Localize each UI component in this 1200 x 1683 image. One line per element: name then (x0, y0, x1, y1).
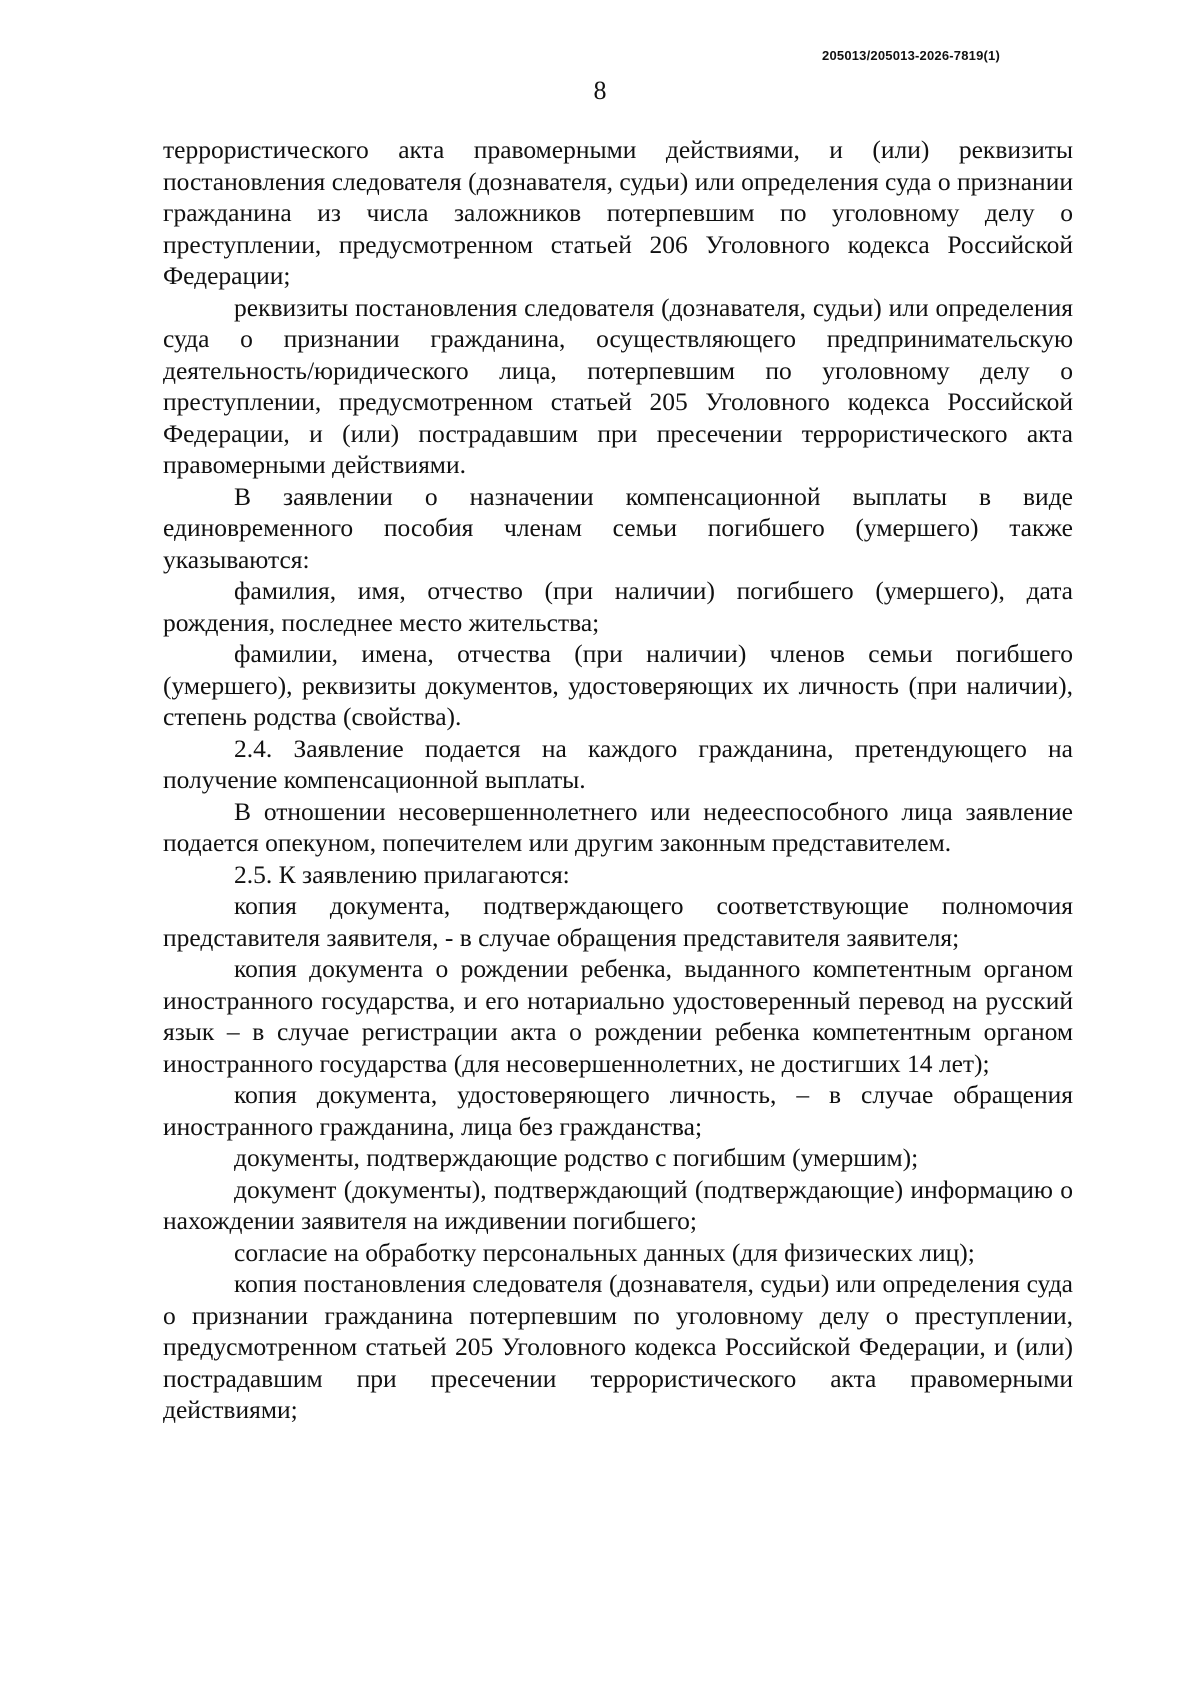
paragraph-12: документы, подтверждающие родство с погибшим (умершим); (234, 1143, 919, 1172)
paragraph-4: фамилия, имя, отчество (при наличии) погибшего (умершего), дата рождения, последнее место жительства; (163, 576, 1073, 637)
paragraph-11: копия документа, удостоверяющего личность, – в случае обращения иностранного гражданина, лица без гражданства; (163, 1080, 1073, 1141)
paragraph-15: копия постановления следователя (дознавателя, судьи) или определения суда о признании гражданина потерпевшим по уголовному делу о преступлении, предусмотренном статьей 205 Уголовного кодекса Российской Федерации, и (или) пострадавшим при пресечении террористического акта правомерными действиями; (163, 1269, 1073, 1424)
paragraph-1: террористического акта правомерными действиями, и (или) реквизиты постановления следователя (дознавателя, судьи) или определения суда о признании гражданина из числа заложников потерпевшим по уголовному делу о преступлении, предусмотренном статьей 206 Уголовного кодекса Российской Федерации; (163, 135, 1073, 290)
paragraph-10: копия документа о рождении ребенка, выданного компетентным органом иностранного государства, и его нотариально удостоверенный перевод на русский язык – в случае регистрации акта о рождении ребенка компетентным органом иностранного государства (для несовершеннолетних, не достигших 14 лет); (163, 954, 1073, 1078)
paragraph-14: согласие на обработку персональных данных (для физических лиц); (234, 1237, 975, 1267)
document-body (163, 134, 1073, 1426)
paragraph-3: В заявлении о назначении компенсационной выплаты в виде единовременного пособия членам семьи погибшего (умершего) также указываются: (163, 481, 1073, 574)
document-id: 205013/205013-2026-7819(1) (822, 48, 1000, 63)
page-number: 8 (593, 76, 607, 105)
paragraph-2: реквизиты постановления следователя (дознавателя, судьи) или определения суда о признании гражданина, осуществляющего предпринимательскую деятельность/юридического лица, потерпевшим по уголовному делу о преступлении, предусмотренном статьей 205 Уголовного кодекса Российской Федерации, и (или) пострадавшим при пресечении террористического акта правомерными действиями. (163, 292, 1073, 479)
paragraph-6: 2.4. Заявление подается на каждого гражданина, претендующего на получение компенсационной выплаты. (163, 733, 1073, 794)
paragraph-13: документ (документы), подтверждающий (подтверждающие) информацию о нахождении заявителя на иждивении погибшего; (163, 1174, 1073, 1235)
paragraph-8: 2.5. К заявлению прилагаются: (234, 859, 570, 889)
paragraph-5: фамилии, имена, отчества (при наличии) членов семьи погибшего (умершего), реквизиты документов, удостоверяющих их личность (при наличии), степень родства (свойства). (163, 639, 1073, 731)
paragraph-7: В отношении несовершеннолетнего или недееспособного лица заявление подается опекуном, попечителем или другим законным представителем. (163, 796, 1073, 857)
paragraph-9: копия документа, подтверждающего соответствующие полномочия представителя заявителя, - в случае обращения представителя заявителя; (163, 891, 1073, 952)
